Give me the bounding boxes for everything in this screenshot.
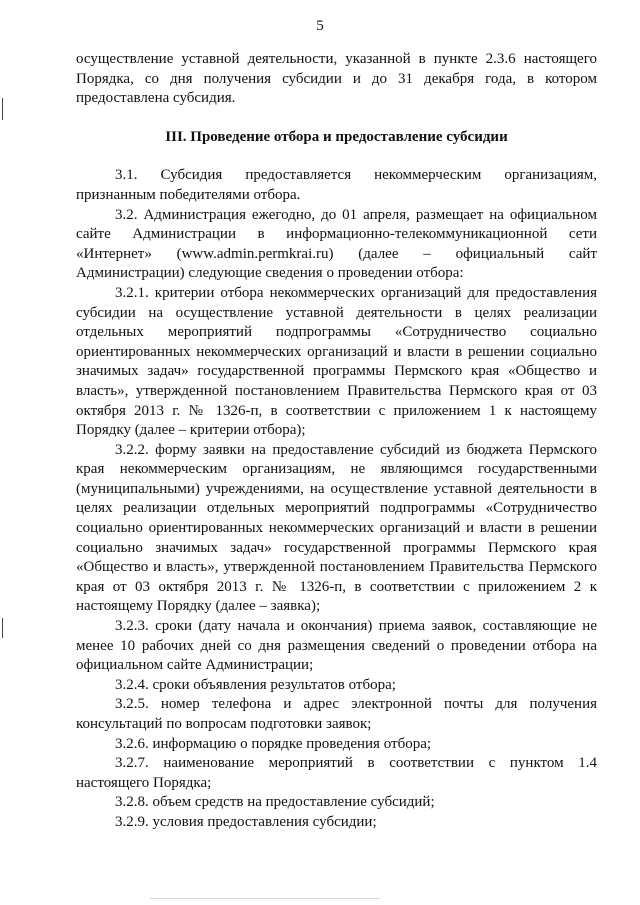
paragraph-continuation: осуществление уставной деятельности, указанной в пункте 2.3.6 настоящего Порядка, со дня получения субсидии и до 31 декабря года, в котором предоставлена субсидия. xyxy=(76,51,597,107)
paragraph-3-2-1: 3.2.1. критерии отбора некоммерческих организаций для предоставления субсидии на осуществление уставной деятельности в целях реализации отдельных мероприятий подпрограммы «Сотрудничество социально ориентированных некоммерческих организаций и власти в решении социально значимых задач» государственной программы Пермского края «Общество и власть», утвержденной постановлением Правительства Пермского края от 03 октября 2013 г. № 1326-п, в соответствии с приложением 1 к настоящему Порядку (далее – критерии отбора); xyxy=(76,284,597,439)
scan-edge-line xyxy=(150,898,380,899)
scan-margin-mark xyxy=(2,98,3,120)
scan-margin-mark xyxy=(2,618,3,638)
section-heading: III. Проведение отбора и предоставление субсидии xyxy=(165,128,508,145)
page-number: 5 xyxy=(316,18,324,34)
paragraph-3-2-7: 3.2.7. наименование мероприятий в соответствии с пунктом 1.4 настоящего Порядка; xyxy=(76,755,597,791)
paragraph-3-2-5: 3.2.5. номер телефона и адрес электронной почты для получения консультаций по вопросам подготовки заявок; xyxy=(76,696,597,732)
paragraph-3-2-6: 3.2.6. информацию о порядке проведения отбора; xyxy=(115,735,432,752)
paragraph-3-2-9: 3.2.9. условия предоставления субсидии; xyxy=(115,813,377,830)
paragraph-3-2: 3.2. Администрация ежегодно, до 01 апреля, размещает на официальном сайте Администрации в информационно-телекоммуникационной сети «Интернет» (www.admin.permkrai.ru) (далее – официальный сайт Администрации) следующие сведения о проведении отбора: xyxy=(76,206,597,282)
paragraph-3-2-2: 3.2.2. форму заявки на предоставление субсидий из бюджета Пермского края некоммерческим организациям, не являющимся государственными (муниципальными) учреждениями, на осуществление уставной деятельности в целях реализации отдельных мероприятий подпрограммы «Сотрудничество социально ориентированных некоммерческих организаций и власти в решении социально значимых задач» государственной программы Пермского края «Общество и власть», утвержденной постановлением Правительства Пермского края от 03 октября 2013 г. № 1326-п, в соответствии с приложением 2 к настоящему Порядку (далее – заявка); xyxy=(76,441,597,615)
paragraph-3-2-4: 3.2.4. сроки объявления результатов отбора; xyxy=(115,676,396,693)
paragraph-3-1: 3.1. Субсидия предоставляется некоммерческим организациям, признанным победителями отбора. xyxy=(76,167,597,203)
document-body xyxy=(76,50,597,833)
paragraph-3-2-8: 3.2.8. объем средств на предоставление субсидий; xyxy=(115,794,435,811)
paragraph-3-2-3: 3.2.3. сроки (дату начала и окончания) приема заявок, составляющие не менее 10 рабочих дней со дня размещения сведений о проведении отбора на официальном сайте Администрации; xyxy=(76,618,597,674)
